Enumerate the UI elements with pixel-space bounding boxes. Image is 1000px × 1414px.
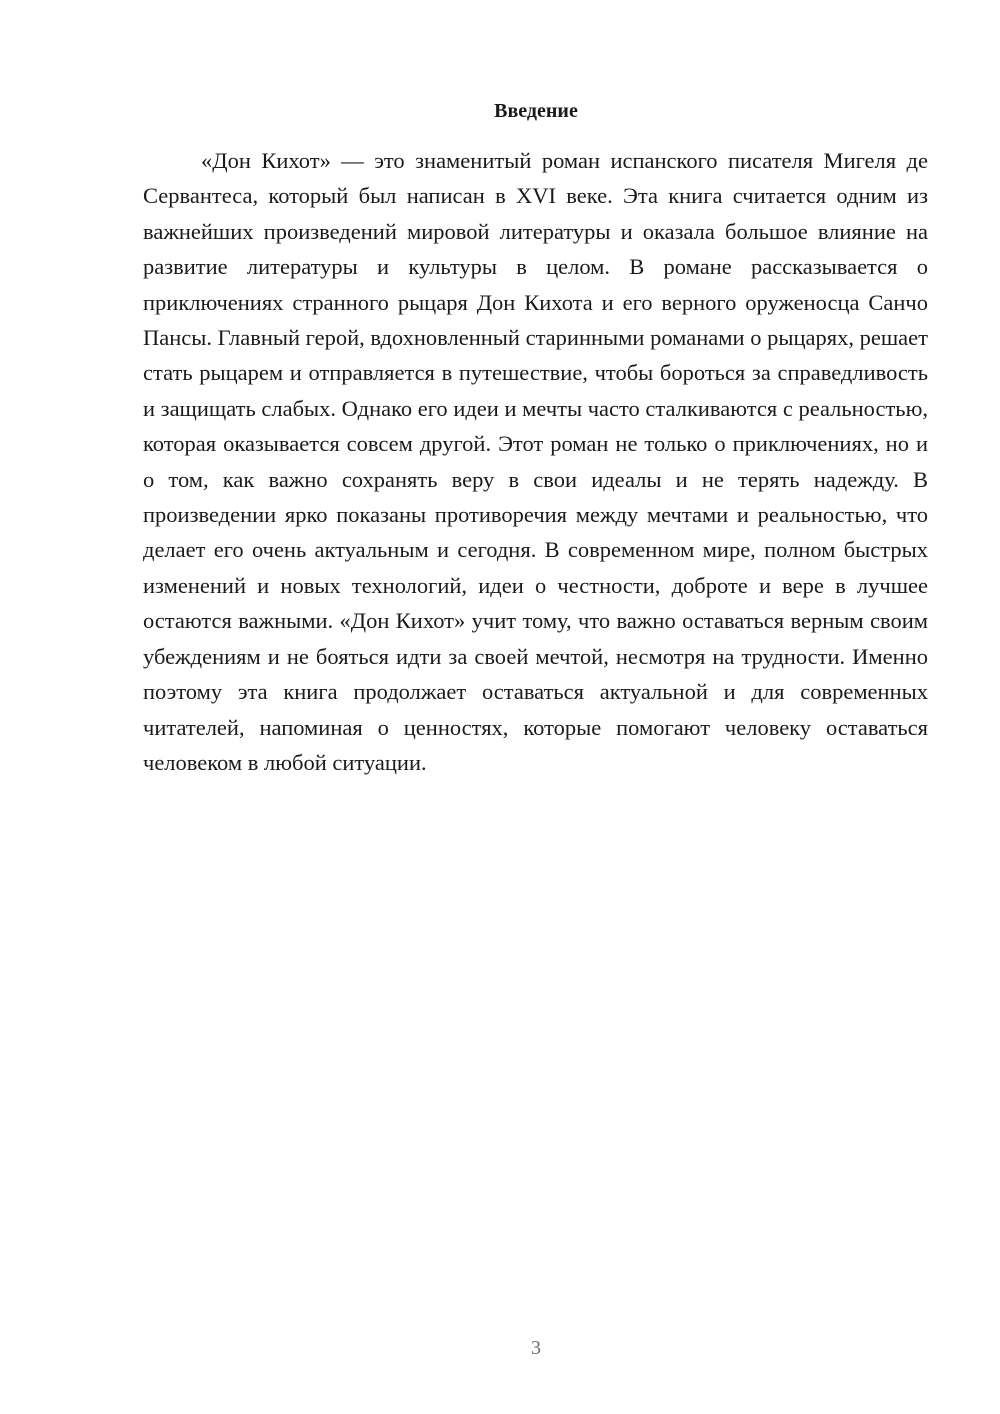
section-heading: Введение (494, 100, 578, 122)
body-paragraph: «Дон Кихот» — это знаменитый роман испанского писателя Мигеля де Сервантеса, который был написан в XVI веке. Эта книга считается одним из важнейших произведений мировой литературы и оказала большое влияние на развитие литературы и культуры в целом. В романе рассказывается о приключениях странного рыцаря Дон Кихота и его верного оруженосца Санчо Пансы. Главный герой, вдохновленный старинными романами о рыцарях, решает стать рыцарем и отправляется в путешествие, чтобы бороться за справедливость и защищать слабых. Однако его идеи и мечты часто сталкиваются с реальностью, которая оказывается совсем другой. Этот роман не только о приключениях, но и о том, как важно сохранять веру в свои идеалы и не терять надежду. В произведении ярко показаны противоречия между мечтами и реальностью, что делает его очень актуальным и сегодня. В современном мире, полном быстрых изменений и новых технологий, идеи о честности, доброте и вере в лучшее остаются важными. «Дон Кихот» учит тому, что важно оставаться верным своим убеждениям и не бояться идти за своей мечтой, несмотря на трудности. Именно поэтому эта книга продолжает оставаться актуальной и для современных читателей, напоминая о ценностях, которые помогают человеку оставаться человеком в любой ситуации. (143, 148, 928, 775)
page-number: 3 (531, 1337, 541, 1359)
